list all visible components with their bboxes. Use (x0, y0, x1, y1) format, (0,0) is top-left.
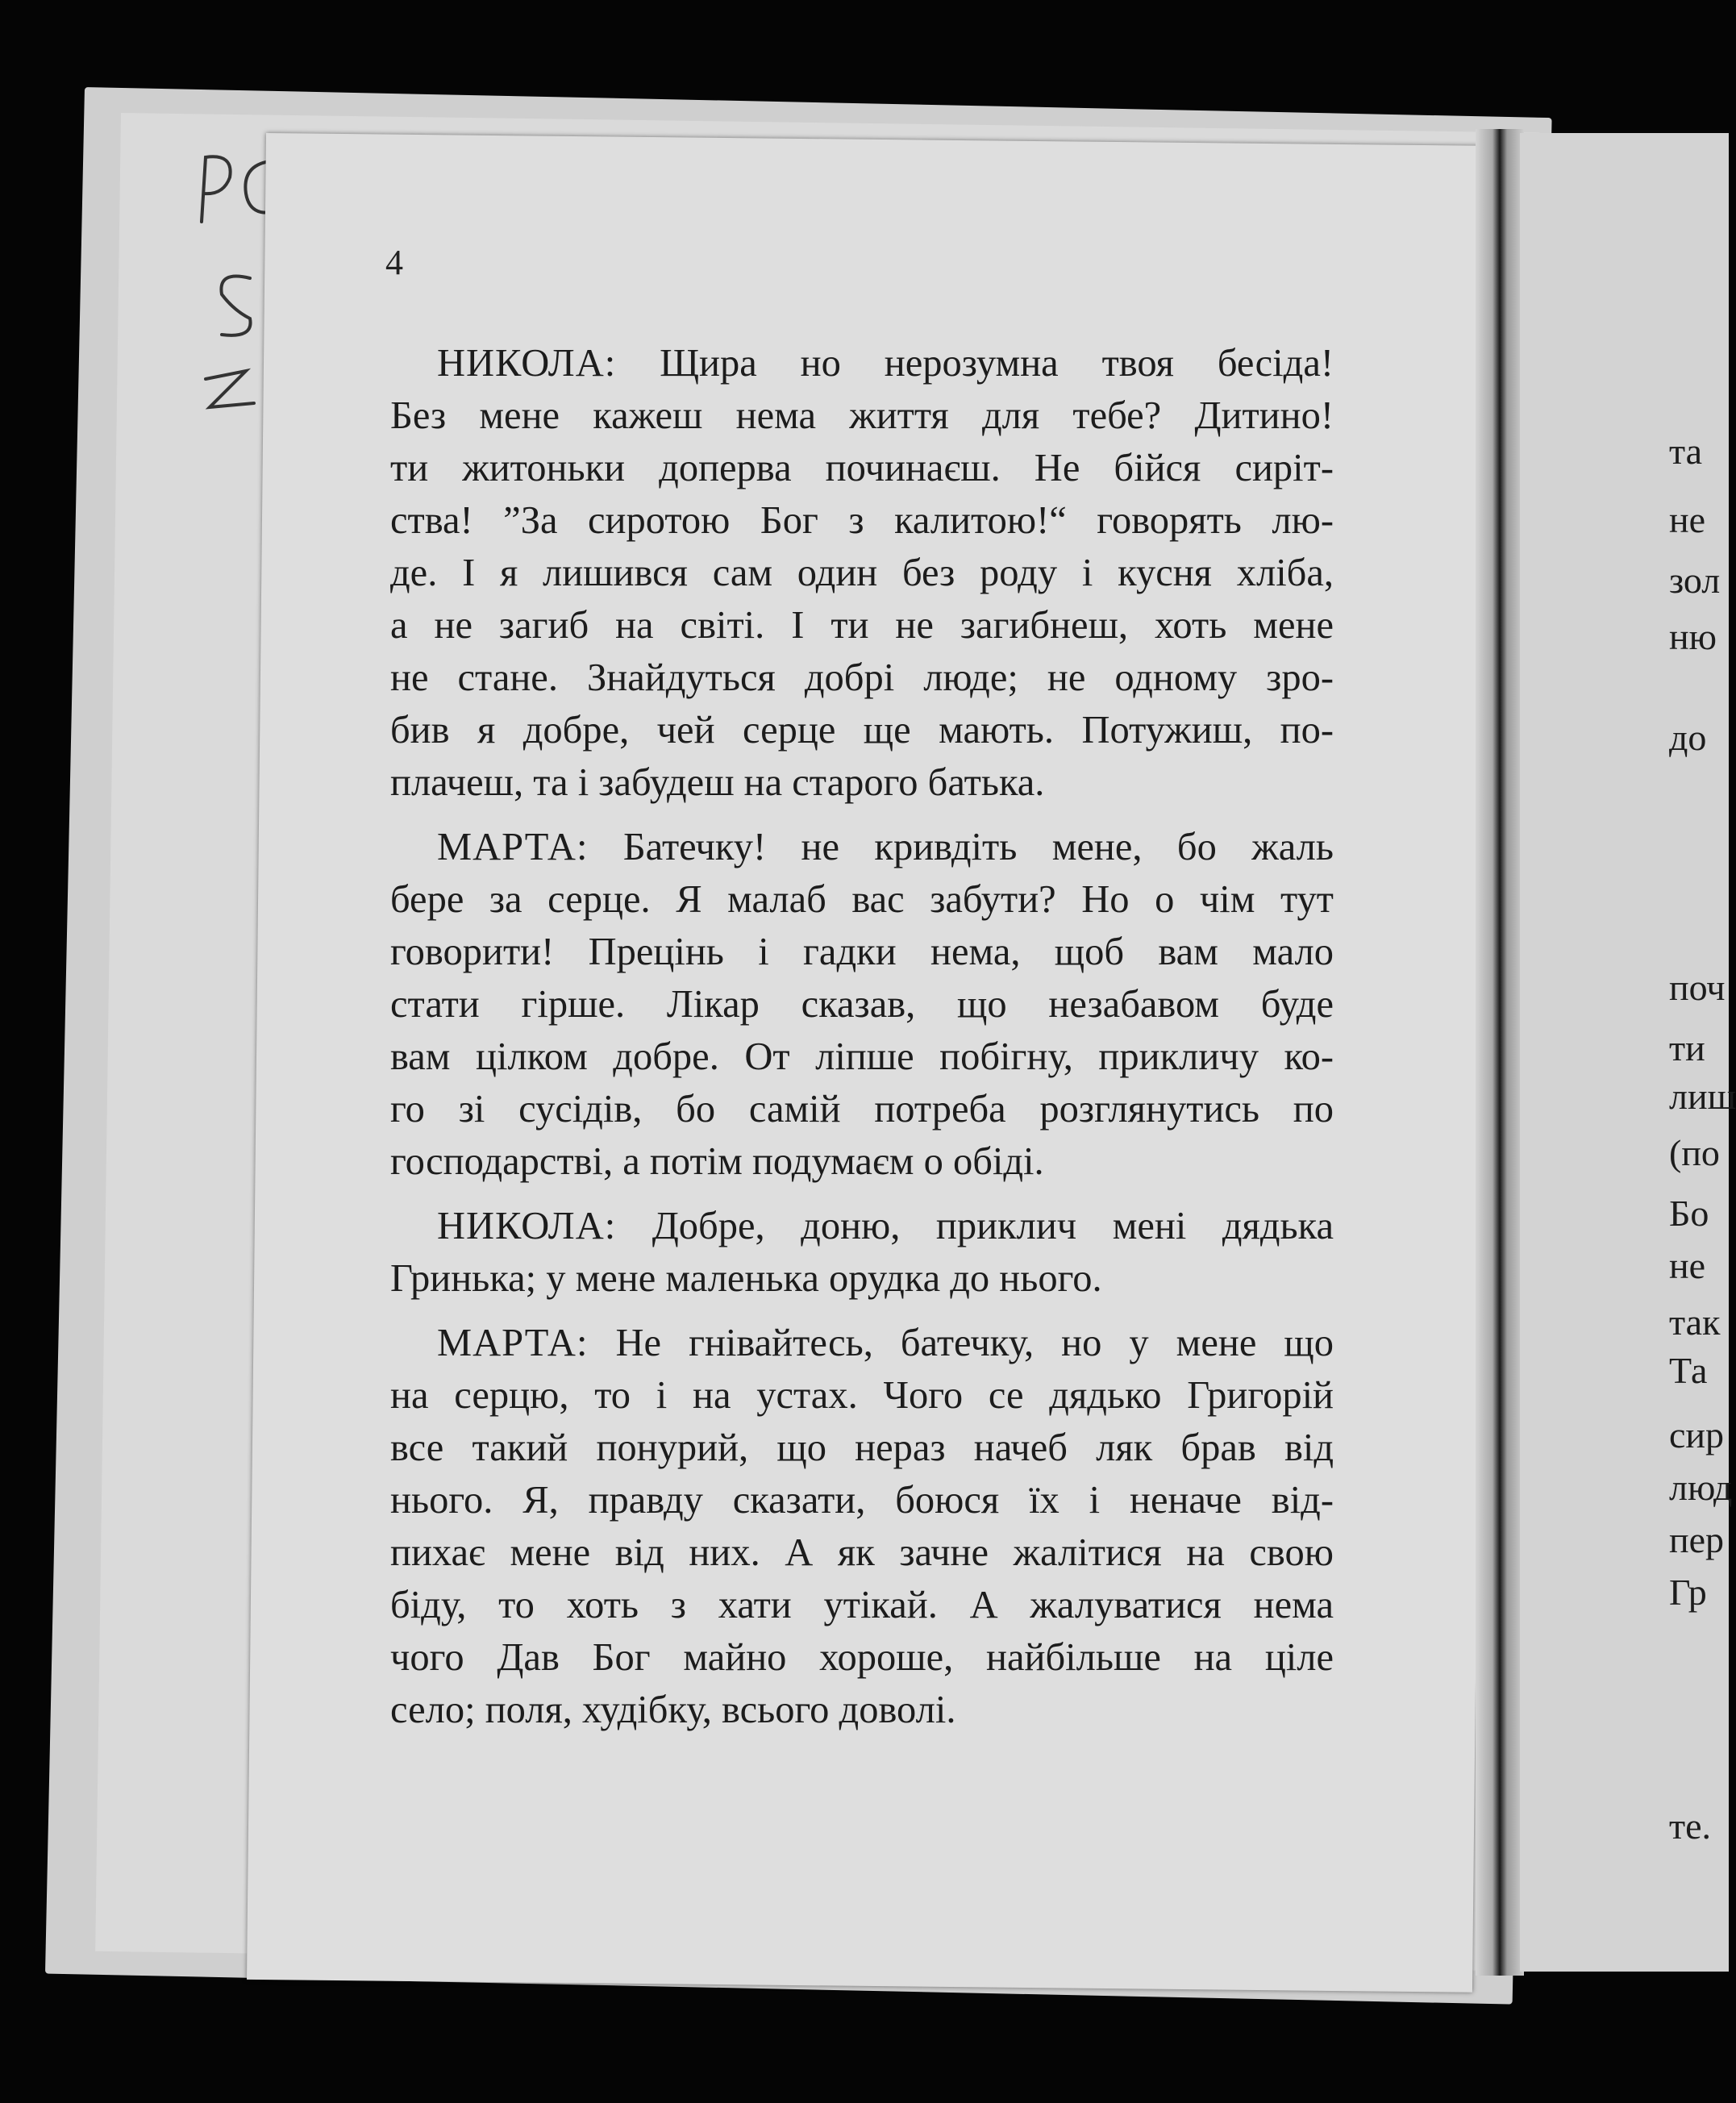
right-fragment: сир (1669, 1414, 1725, 1455)
text-line: село; поля, худібку, всього доволі. (390, 1689, 956, 1731)
right-fragment: поч (1669, 967, 1726, 1008)
text-line: біду, то хоть з хати утікай. А жалуватися нема (390, 1584, 1334, 1626)
right-fragment: пер (1669, 1519, 1725, 1560)
text-line: Добре, доню, приклич мені дядька (652, 1205, 1334, 1247)
handwritten-annotation (173, 137, 278, 403)
text-line: бив я добре, чей серце ще мають. Потужиш, по- (390, 709, 1334, 752)
speaker-name: МАРТА: (437, 826, 589, 868)
text-line: вам цілком добре. От ліпше побігну, прикличу ко- (390, 1035, 1334, 1078)
text-line: господарстві, а потім подумаєм о обіді. (390, 1140, 1044, 1183)
text-line: пихає мене від них. А як зачне жалітися на свою (390, 1531, 1334, 1574)
speaker-name: НИКОЛА: (437, 1205, 617, 1247)
text-line: ти житоньки доперва починаєш. Не бійся сиріт- (390, 447, 1334, 489)
text-line: Гринька; у мене маленька орудка до нього. (390, 1257, 1102, 1300)
text-line: не стане. Знайдуться добрі люде; не одному зро- (390, 656, 1334, 699)
right-fragment: зол (1669, 560, 1721, 601)
text-line: говорити! Прецінь і гадки нема, щоб вам мало (390, 931, 1334, 973)
text-line: Не гнівайтесь, батечку, но у мене що (615, 1322, 1334, 1364)
speaker-name: НИКОЛА: (437, 342, 617, 385)
page-number: 4 (385, 243, 403, 282)
right-fragment: лиш (1669, 1076, 1736, 1117)
text-line: все такий понурий, що нераз начеб ляк брав від (390, 1426, 1334, 1469)
right-fragment: Бо (1669, 1193, 1709, 1234)
right-fragment: та (1669, 431, 1703, 472)
text-line: чого Дав Бог майно хороше, найбільше на ціле (390, 1636, 1334, 1679)
right-fragment: Та (1669, 1350, 1708, 1391)
right-fragment: не (1669, 499, 1706, 540)
text-line: стати гірше. Лікар сказав, що незабавом буде (390, 983, 1334, 1026)
text-line: Без мене кажеш нема життя для тебе? Дитино! (390, 394, 1334, 437)
text-line: а не загиб на світі. І ти не загибнеш, хоть мене (390, 604, 1334, 647)
right-fragment: Гр (1669, 1572, 1707, 1613)
paragraph-4 (390, 1317, 1334, 1736)
paragraph-3 (390, 1200, 1334, 1305)
right-fragment: ню (1669, 616, 1717, 657)
text-line: Батечку! не кривдіть мене, бо жаль (622, 826, 1334, 868)
text-line: нього. Я, правду сказати, боюся їх і неначе від- (390, 1479, 1334, 1522)
right-fragment: до (1669, 717, 1707, 758)
text-line: плачеш, та і забудеш на старого батька. (390, 761, 1045, 804)
text-line: го зі сусідів, бо самій потреба розглянутись по (390, 1088, 1334, 1131)
right-fragment: те. (1669, 1805, 1712, 1847)
right-fragment: (по (1669, 1132, 1720, 1173)
text-line: на серцю, то і на устах. Чого се дядько Григорій (390, 1374, 1334, 1417)
paragraph-2 (390, 821, 1334, 1188)
paragraph-1 (390, 337, 1334, 809)
text-line: Щира но нерозумна твоя бесіда! (660, 342, 1334, 385)
right-fragment: не (1669, 1245, 1706, 1286)
main-text (390, 337, 1334, 1748)
right-fragment: так (1669, 1301, 1721, 1343)
speaker-name: МАРТА: (437, 1322, 589, 1364)
book-spine (1476, 129, 1524, 1976)
text-line: де. І я лишився сам один без роду і кусня хліба, (390, 552, 1334, 594)
text-line: бере за серце. Я малаб вас забути? Но о чім тут (390, 878, 1334, 921)
right-fragment: люд (1669, 1467, 1733, 1508)
text-line: ства! ”За сиротою Бог з калитою!“ говорять лю- (390, 499, 1334, 542)
right-fragment: ти (1669, 1027, 1705, 1068)
